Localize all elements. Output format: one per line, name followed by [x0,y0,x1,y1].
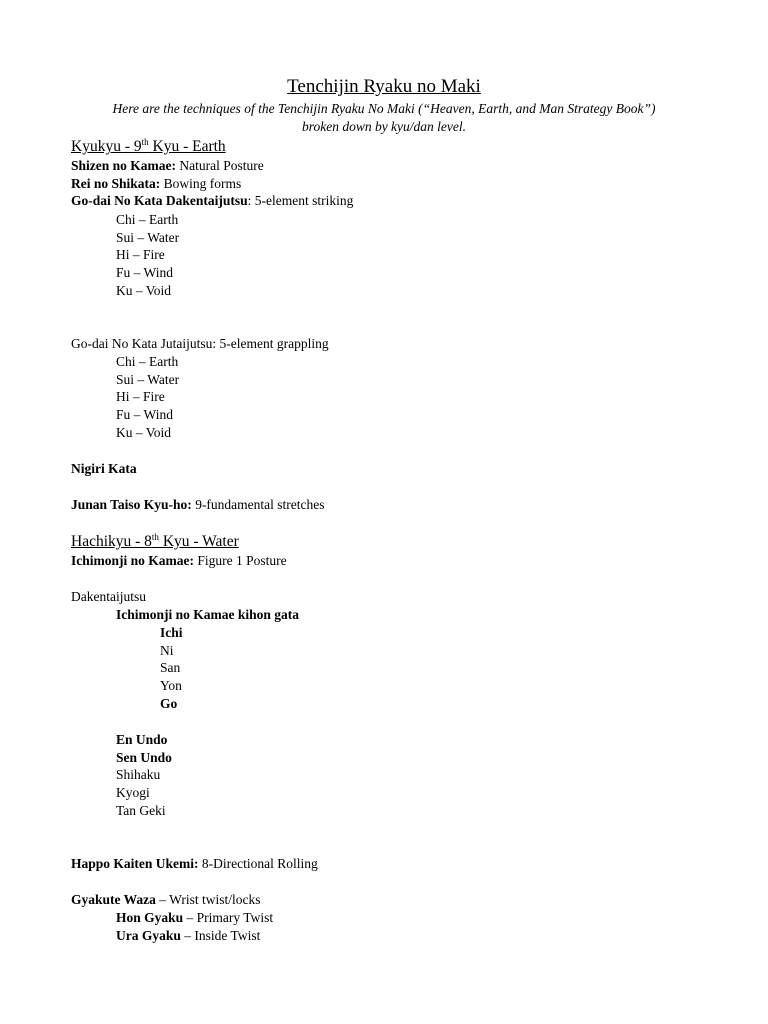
dak-element-hi: Hi – Fire [116,247,165,262]
gyakute-waza: Gyakute Waza – Wrist twist/locks [71,892,261,907]
godai-dakentaijutsu: Go-dai No Kata Dakentaijutsu: 5-element striking [71,193,354,208]
jut-element-ku: Ku – Void [116,425,172,440]
shizen-no-kamae: Shizen no Kamae: Natural Posture [71,158,264,173]
happo-kaiten-ukemi: Happo Kaiten Ukemi: 8-Directional Rolling [71,856,318,871]
dak-element-fu: Fu – Wind [116,265,173,280]
kihon-item-yon: Yon [160,678,182,693]
jut-element-sui: Sui – Water [116,372,180,387]
intro-line-1: Here are the techniques of the Tenchijin Ryaku No Maki (“Heaven, Earth, and Man Strategy Book”) [112,101,656,116]
nigiri-kata: Nigiri Kata [71,461,137,476]
dak-element-chi: Chi – Earth [116,212,179,227]
jut-element-hi: Hi – Fire [116,389,165,404]
kihon-item-ichi: Ichi [160,625,183,640]
dak-element-ku: Ku – Void [116,283,172,298]
jut-element-chi: Chi – Earth [116,354,179,369]
ura-gyaku: Ura Gyaku – Inside Twist [116,928,261,943]
en-undo: En Undo [116,732,168,747]
shihaku: Shihaku [116,767,161,782]
rei-no-shikata: Rei no Shikata: Bowing forms [71,176,242,191]
ichimonji-no-kamae: Ichimonji no Kamae: Figure 1 Posture [71,553,287,568]
kyogi: Kyogi [116,785,150,800]
tan-geki: Tan Geki [116,803,166,818]
kyukyu-heading: Kyukyu - 9th Kyu - Earth [71,136,226,155]
godai-jutaijutsu: Go-dai No Kata Jutaijutsu: 5-element grappling [71,336,329,351]
kihon-item-go: Go [160,696,178,711]
hon-gyaku: Hon Gyaku – Primary Twist [116,910,274,925]
page-title: Tenchijin Ryaku no Maki [287,76,481,97]
junan-taiso: Junan Taiso Kyu-ho: 9-fundamental stretches [71,497,325,512]
jut-element-fu: Fu – Wind [116,407,173,422]
sen-undo: Sen Undo [116,750,172,765]
dakentaijutsu-label: Dakentaijutsu [71,589,146,604]
kihon-item-ni: Ni [160,643,174,658]
hachikyu-heading: Hachikyu - 8th Kyu - Water [71,531,239,550]
kihon-item-san: San [160,660,181,675]
dak-element-sui: Sui – Water [116,230,180,245]
kihon-gata-heading: Ichimonji no Kamae kihon gata [116,607,300,622]
intro-line-2: broken down by kyu/dan level. [301,119,467,134]
